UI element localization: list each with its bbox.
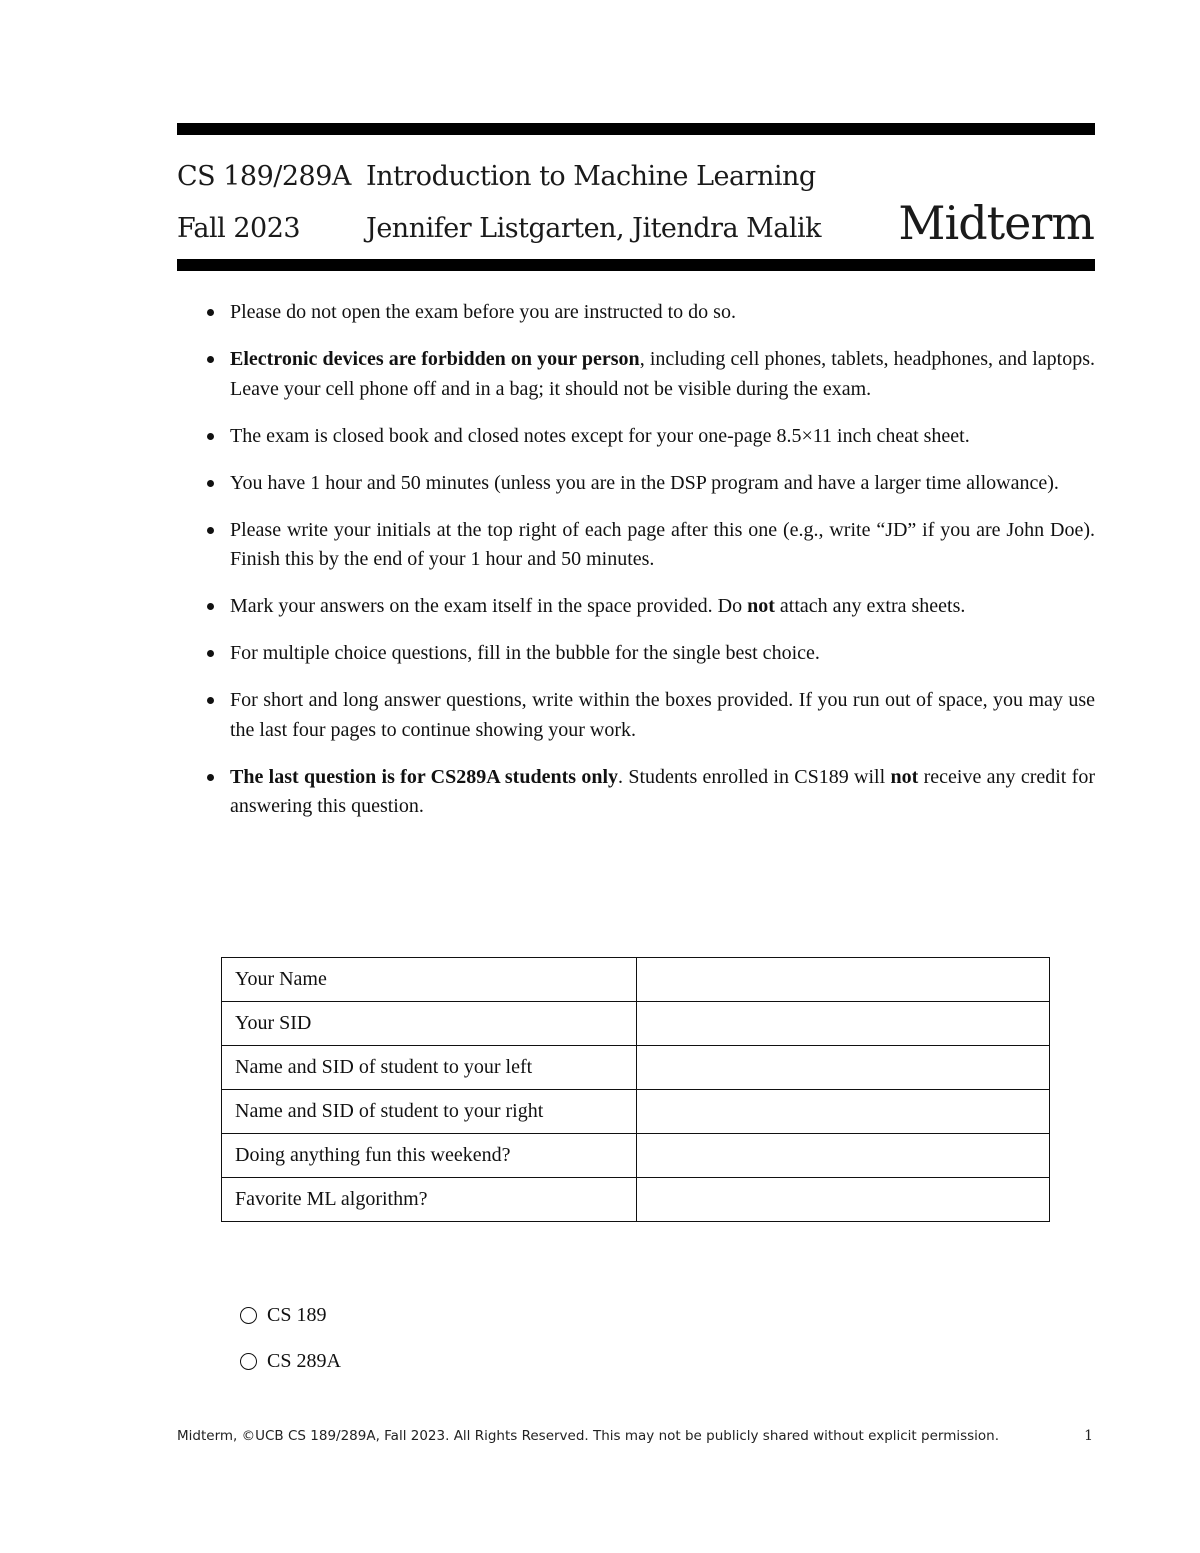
table-row (222, 1090, 1050, 1134)
doc-type-title: Midterm (898, 196, 1094, 250)
bullet-icon (207, 650, 214, 657)
instruction-item (207, 639, 1095, 669)
info-answer-box[interactable] (637, 958, 1050, 1002)
instruction-text: For short and long answer questions, write within the boxes provided. If you run out of space, you may use the last four pages to continue showing your work. (230, 689, 1095, 741)
instruction-item (207, 469, 1095, 499)
radio-bubble-icon[interactable] (240, 1353, 257, 1370)
instruction-text: For multiple choice questions, fill in the bubble for the single best choice. (230, 642, 820, 664)
header-top-rule (177, 123, 1095, 135)
instruction-item (207, 592, 1095, 622)
instruction-emphasis: The last question is for CS289A students only (230, 765, 619, 788)
table-row (222, 1002, 1050, 1046)
table-row (222, 958, 1050, 1002)
instructions-list (207, 298, 1095, 839)
info-label: Doing anything fun this weekend? (222, 1134, 637, 1178)
instructors: Jennifer Listgarten, Jitendra Malik (366, 213, 822, 244)
instruction-text: receive any credit for answering this question. (230, 765, 1095, 817)
info-answer-box[interactable] (637, 1002, 1050, 1046)
info-answer-box[interactable] (637, 1134, 1050, 1178)
info-answer-box[interactable] (637, 1178, 1050, 1222)
bullet-icon (207, 433, 214, 440)
course-option-cs189[interactable] (240, 1304, 326, 1327)
info-label: Your Name (222, 958, 637, 1002)
course-option-cs289a[interactable] (240, 1350, 341, 1373)
info-answer-box[interactable] (637, 1090, 1050, 1134)
radio-bubble-icon[interactable] (240, 1307, 257, 1324)
course-option-label: CS 189 (267, 1304, 327, 1326)
instruction-item (207, 686, 1095, 745)
instruction-emphasis: not (747, 595, 775, 617)
table-row (222, 1178, 1050, 1222)
bullet-icon (207, 697, 214, 704)
instruction-item (207, 298, 1095, 328)
instruction-text: . Students enrolled in CS189 will (618, 765, 891, 788)
bullet-icon (207, 527, 214, 534)
instruction-item (207, 345, 1095, 404)
instruction-text: The exam is closed book and closed notes except for your one-page 8.5×11 inch cheat sheet. (230, 424, 970, 447)
course-title: Introduction to Machine Learning (366, 161, 816, 192)
table-row (222, 1134, 1050, 1178)
student-info-table (221, 957, 1050, 1222)
info-label: Your SID (222, 1002, 637, 1046)
instruction-text: You have 1 hour and 50 minutes (unless you are in the DSP program and have a larger time allowance). (230, 471, 1059, 494)
course-code: CS 189/289A (177, 161, 351, 192)
footer-copyright: Midterm, ©UCB CS 189/289A, Fall 2023. All Rights Reserved. This may not be publicly shared without explicit permission. (177, 1428, 1000, 1444)
bullet-icon (207, 603, 214, 610)
instruction-text: Please write your initials at the top right of each page after this one (e.g., write “JD” if you are John Doe). Finish this by the end of your 1 hour and 50 minutes. (230, 518, 1095, 570)
instruction-emphasis: not (890, 765, 919, 788)
course-option-label: CS 289A (267, 1350, 341, 1372)
term: Fall 2023 (177, 213, 301, 244)
bullet-icon (207, 480, 214, 487)
info-label: Name and SID of student to your right (222, 1090, 637, 1134)
header-bottom-rule (177, 259, 1095, 271)
instruction-text: attach any extra sheets. (774, 595, 966, 617)
table-row (222, 1046, 1050, 1090)
instruction-text: Mark your answers on the exam itself in the space provided. Do (230, 595, 748, 617)
instruction-emphasis: Electronic devices are forbidden on your person (230, 348, 640, 370)
instruction-text: , including cell phones, tablets, headphones, and laptops. Leave your cell phone off and in a bag; it should not be visible during the exam. (230, 348, 1095, 400)
instruction-item (207, 422, 1095, 452)
instruction-text: Please do not open the exam before you are instructed to do so. (230, 301, 736, 323)
bullet-icon (207, 356, 214, 363)
page-number: 1 (1084, 1428, 1093, 1444)
instruction-item (207, 763, 1095, 822)
info-label: Favorite ML algorithm? (222, 1178, 637, 1222)
info-label: Name and SID of student to your left (222, 1046, 637, 1090)
info-answer-box[interactable] (637, 1046, 1050, 1090)
instruction-item (207, 516, 1095, 575)
bullet-icon (207, 774, 214, 781)
bullet-icon (207, 309, 214, 316)
